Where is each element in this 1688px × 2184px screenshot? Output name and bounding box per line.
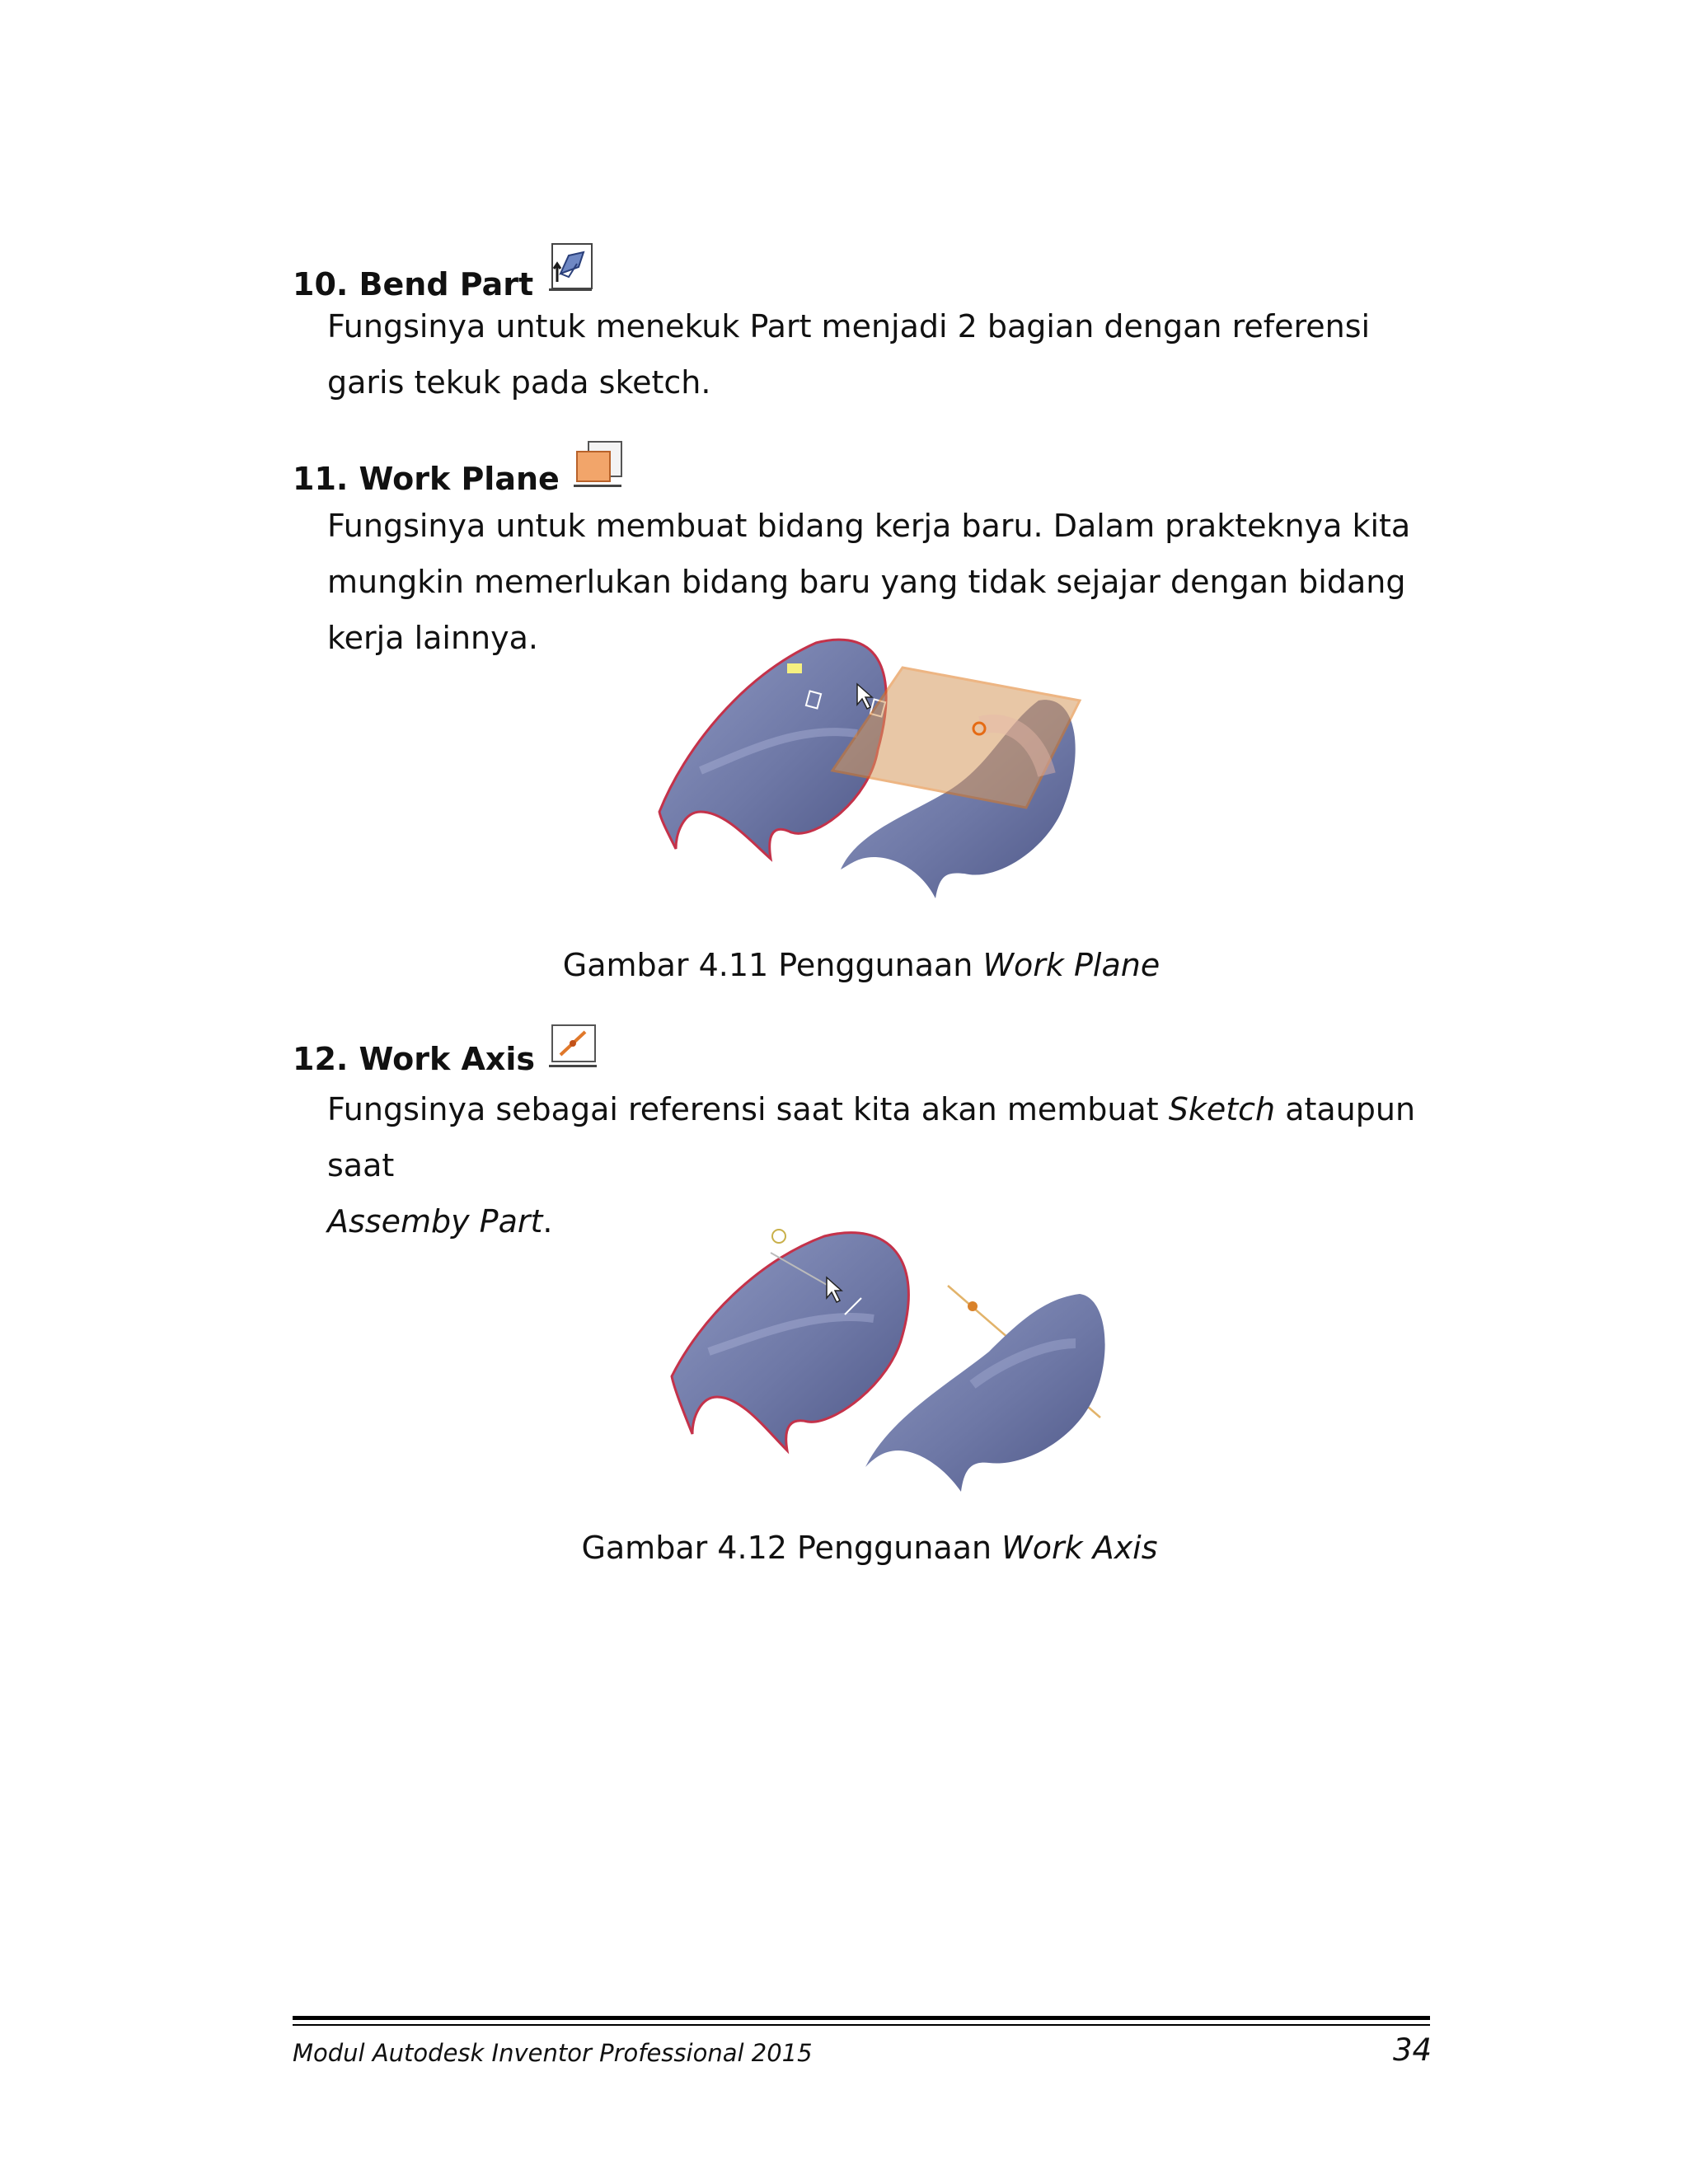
work-axis-icon (546, 1022, 600, 1078)
section-heading-work-axis (293, 1022, 600, 1078)
section-title: 11. Work Plane (293, 461, 560, 497)
desc-text: ataupun saat (327, 1091, 1416, 1183)
work-plane-icon (570, 438, 625, 498)
footer-title: Modul Autodesk Inventor Professional 2015 (293, 2039, 813, 2067)
desc-italic-sketch: Sketch (1168, 1091, 1276, 1127)
section-heading-work-plane (293, 438, 625, 498)
section-desc-bend-part: Fungsinya untuk menekuk Part menjadi 2 bagian dengan referensi garis tekuk pada sketch. (327, 308, 1371, 401)
figure-work-plane (651, 626, 1088, 911)
bend-part-icon (544, 241, 597, 303)
caption-prefix: Gambar 4.11 Penggunaan (562, 947, 983, 983)
figure-caption-work-axis (293, 1529, 1447, 1567)
footer-rule-thick (293, 2016, 1430, 2020)
figure-caption-work-plane (293, 946, 1430, 984)
desc-text: Fungsinya sebagai referensi saat kita akan membuat (327, 1091, 1169, 1127)
section-desc-work-plane: Fungsinya untuk membuat bidang kerja baru. Dalam prakteknya kita mungkin memerlukan bidang baru yang tidak sejajar dengan bidang kerja lainnya. (327, 508, 1411, 656)
footer-rule-thin (293, 2024, 1430, 2026)
section-heading-bend-part (293, 241, 597, 303)
desc-italic-assembly: Assemby Part (327, 1203, 543, 1240)
section-title: 12. Work Axis (293, 1041, 536, 1077)
caption-italic: Work Axis (1001, 1530, 1158, 1566)
section-title: 10. Bend Part (293, 266, 534, 302)
caption-prefix: Gambar 4.12 Penggunaan (581, 1530, 1002, 1566)
page-number: 34 (1393, 2032, 1432, 2068)
desc-text: . (542, 1203, 553, 1240)
caption-italic: Work Plane (982, 947, 1160, 983)
figure-work-axis (659, 1220, 1121, 1500)
